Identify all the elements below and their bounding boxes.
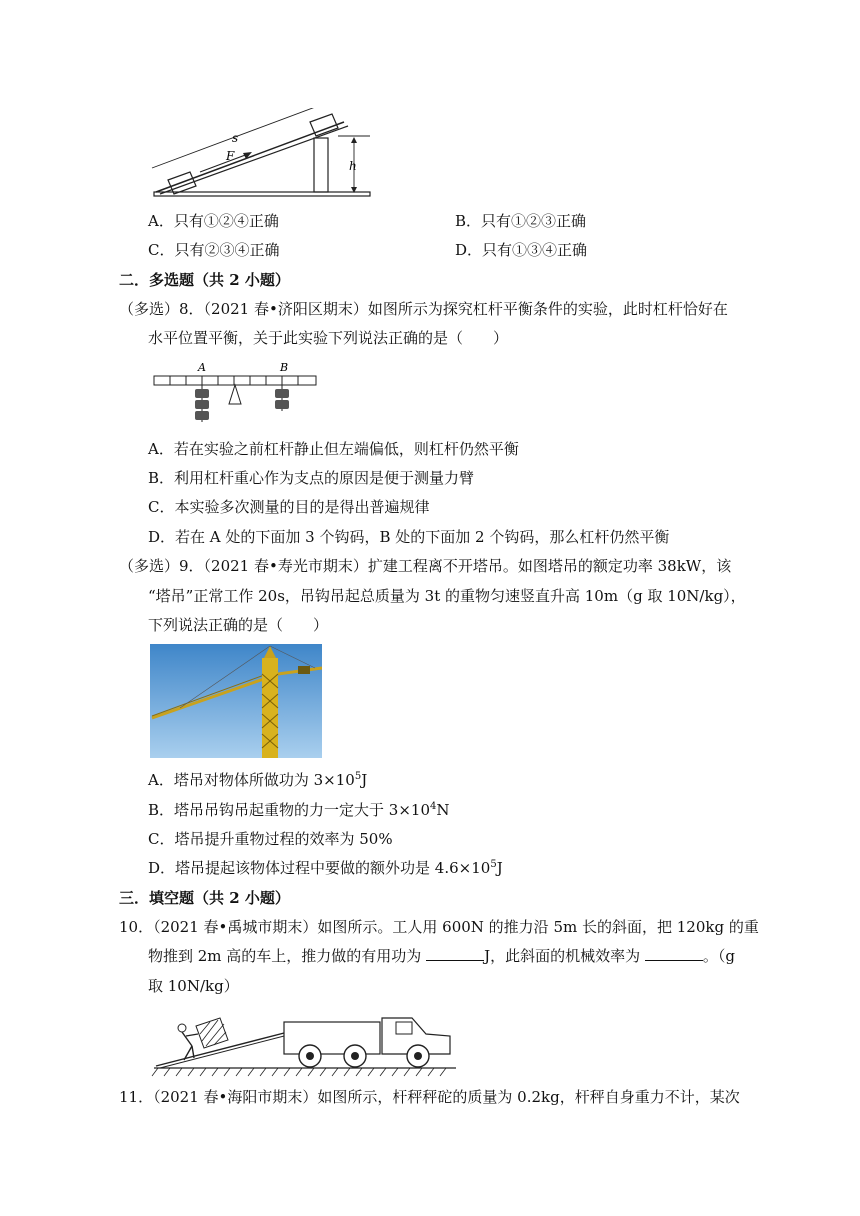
q9-stem-line1: （多选）9．（2021 春•寿光市期末）扩建工程离不开塔吊。如图塔吊的额定功率 38kW，该 [119,557,732,575]
q10-stem-line1: 10．（2021 春•禹城市期末）如图所示。工人用 600N 的推力沿 5m 长的斜面，把 120kg 的重 [119,918,759,936]
lever-diagram [150,358,322,426]
q8-stem-line1: （多选）8．（2021 春•济阳区期末）如图所示为探究杠杆平衡条件的实验，此时杠杆恰好在 [119,300,728,318]
q7-option-d: D．只有①③④正确 [455,241,588,259]
s-label: s [232,131,239,145]
q9-stem-line2: “塔吊”正常工作 20s，吊钩吊起总质量为 3t 的重物匀速竖直升高 10m（g 取 10N/kg）， [148,587,746,605]
lever-label-b: B [280,361,289,374]
q8-option-d: D．若在 A 处的下面加 3 个钩码，B 处的下面加 2 个钩码，那么杠杆仍然平衡 [148,528,670,546]
q7-option-c: C．只有②③④正确 [148,241,280,259]
q10-blank-2[interactable] [645,946,703,961]
q9-stem-line3: 下列说法正确的是（ ） [148,616,329,634]
incline-diagram [148,108,376,200]
F-label: F [226,149,235,163]
h-label: h [349,159,357,173]
q9-option-a: A．塔吊对物体所做功为 $3\times 10^5J$ [148,771,368,789]
q7-option-b: B．只有①②③正确 [455,212,587,230]
q11-stem-line1: 11．（2021 春•海阳市期末）如图所示，杆秤秤砣的质量为 0.2kg，杆秤自身重力不计，某次 [119,1088,740,1106]
q9-option-b: B．塔吊吊钩吊起重物的力一定大于 $3\times 10^4N$ [148,801,450,819]
lever-label-a: A [198,361,206,374]
q7-option-a: A．只有①②④正确 [148,212,279,230]
q9-option-d: D．塔吊提起该物体过程中要做的额外功是 $4.6\times 10^5J$ [148,859,503,877]
q10-blank-1[interactable] [426,946,484,961]
q8-option-a: A．若在实验之前杠杆静止但左端偏低，则杠杆仍然平衡 [148,440,519,458]
q10-stem-line3: 取 10N/kg） [148,977,239,995]
q9-option-c: C．塔吊提升重物过程的效率为 50% [148,830,393,848]
q8-stem-line2: 水平位置平衡，关于此实验下列说法正确的是（ ） [148,329,509,347]
tower-crane-photo [150,644,322,758]
section-title-multiple-choice: 二．多选题（共 2 小题） [119,271,290,289]
q8-option-b: B．利用杠杆重心作为支点的原因是便于测量力臂 [148,469,475,487]
truck-ramp-diagram [150,1008,462,1078]
section-title-fill-in: 三．填空题（共 2 小题） [119,889,290,907]
q10-stem-line2: 物推到 2m 高的车上，推力做的有用功为 J，此斜面的机械效率为 。（g [148,947,735,965]
q8-option-c: C．本实验多次测量的目的是得出普遍规律 [148,498,430,516]
